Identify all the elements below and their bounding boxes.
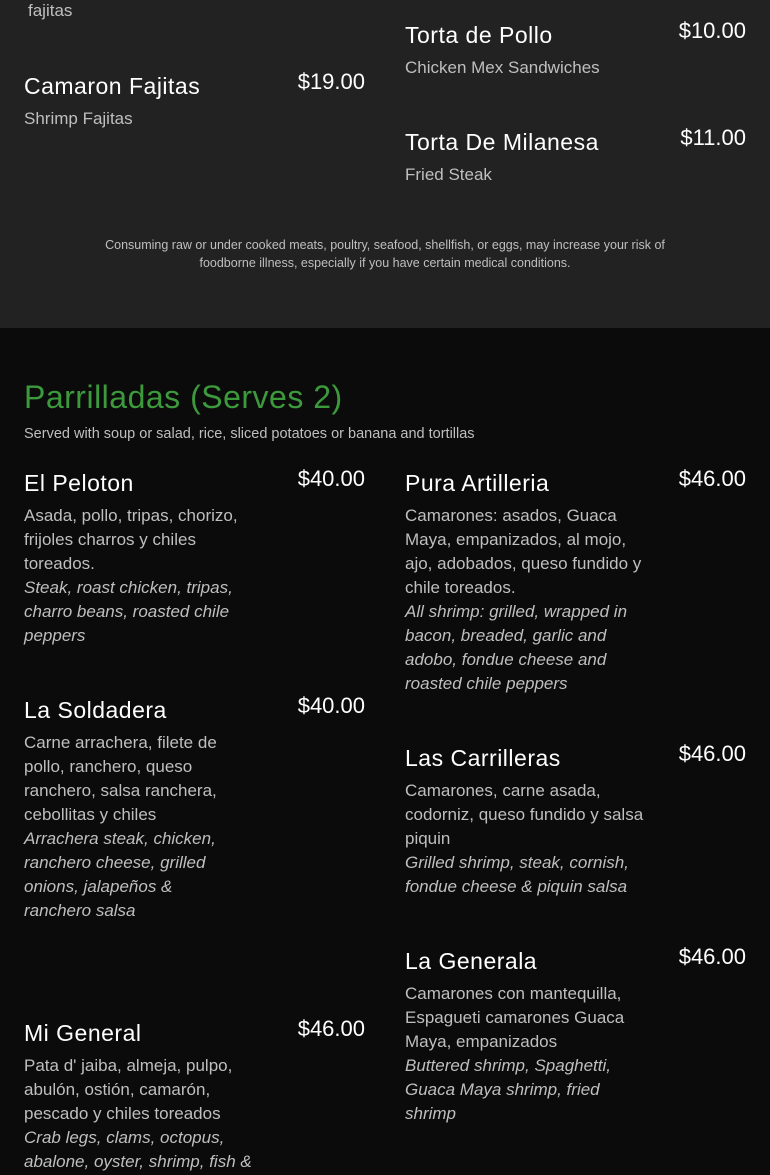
- item-desc-english: Grilled shrimp, steak, cornish, fondue cheese & piquin salsa: [405, 853, 629, 896]
- item-price: $46.00: [678, 741, 746, 766]
- section-subtitle: Served with soup or salad, rice, sliced potatoes or banana and tortillas: [24, 426, 475, 442]
- item-desc: Chicken Mex Sandwiches: [405, 58, 600, 77]
- item-price: $10.00: [678, 18, 746, 43]
- item-price: $19.00: [297, 69, 365, 94]
- item-desc-english: Crab legs, clams, octopus, abalone, oyster, shrimp, fish &: [24, 1128, 252, 1171]
- item-price: $46.00: [678, 466, 746, 491]
- item-desc: [405, 982, 645, 1126]
- item-desc-spanish: Asada, pollo, tripas, chorizo, frijoles charros y chiles toreados.: [24, 506, 238, 573]
- item-name: Pura Artilleria: [405, 470, 550, 496]
- item-price: $40.00: [297, 693, 365, 718]
- item-desc-fragment: fajitas: [28, 1, 73, 20]
- item-desc-spanish: Pata d' jaiba, almeja, pulpo, abulón, ostión, camarón, pescado y chiles toreados: [24, 1056, 233, 1123]
- item-desc-english: Buttered shrimp, Spaghetti, Guaca Maya shrimp, fried shrimp: [405, 1056, 612, 1123]
- item-price: $46.00: [297, 1016, 365, 1041]
- item-desc: [24, 1054, 264, 1174]
- item-price: $46.00: [678, 944, 746, 969]
- item-desc: Shrimp Fajitas: [24, 109, 133, 128]
- item-price: $40.00: [297, 466, 365, 491]
- section-title: Parrilladas (Serves 2): [24, 379, 343, 415]
- item-desc-spanish: Carne arrachera, filete de pollo, ranchero, queso ranchero, salsa ranchera, cebollitas y chiles: [24, 733, 217, 824]
- item-desc-spanish: Camarones: asados, Guaca Maya, empanizados, al mojo, ajo, adobados, queso fundido y chile toreados.: [405, 506, 642, 597]
- item-name: Camaron Fajitas: [24, 73, 201, 99]
- item-price: $11.00: [680, 125, 746, 150]
- top-section: [0, 0, 770, 328]
- item-desc: [24, 731, 239, 923]
- item-name: La Soldadera: [24, 697, 167, 723]
- item-desc-spanish: Camarones con mantequilla, Espagueti camarones Guaca Maya, empanizados: [405, 984, 625, 1051]
- item-name: La Generala: [405, 948, 538, 974]
- item-desc: [405, 779, 655, 899]
- item-desc-english: Steak, roast chicken, tripas, charro beans, roasted chile peppers: [24, 578, 233, 645]
- item-desc-english: All shrimp: grilled, wrapped in bacon, breaded, garlic and adobo, fondue cheese and roasted chile peppers: [405, 602, 628, 693]
- item-desc: Fried Steak: [405, 165, 492, 184]
- disclaimer: Consuming raw or under cooked meats, poultry, seafood, shellfish, or eggs, may increase your risk of foodborne illness, especially if you have certain medical conditions.: [105, 238, 665, 270]
- item-name: El Peloton: [24, 470, 134, 496]
- item-desc: [24, 504, 254, 648]
- item-desc-spanish: Camarones, carne asada, codorniz, queso fundido y salsa piquin: [405, 781, 644, 848]
- item-name: Torta De Milanesa: [405, 129, 599, 155]
- item-name: Las Carrilleras: [405, 745, 561, 771]
- item-desc-english: Arrachera steak, chicken, ranchero cheese, grilled onions, jalapeños & ranchero salsa: [24, 829, 216, 920]
- item-desc: [405, 504, 650, 696]
- item-name: Mi General: [24, 1020, 142, 1046]
- item-name: Torta de Pollo: [405, 22, 553, 48]
